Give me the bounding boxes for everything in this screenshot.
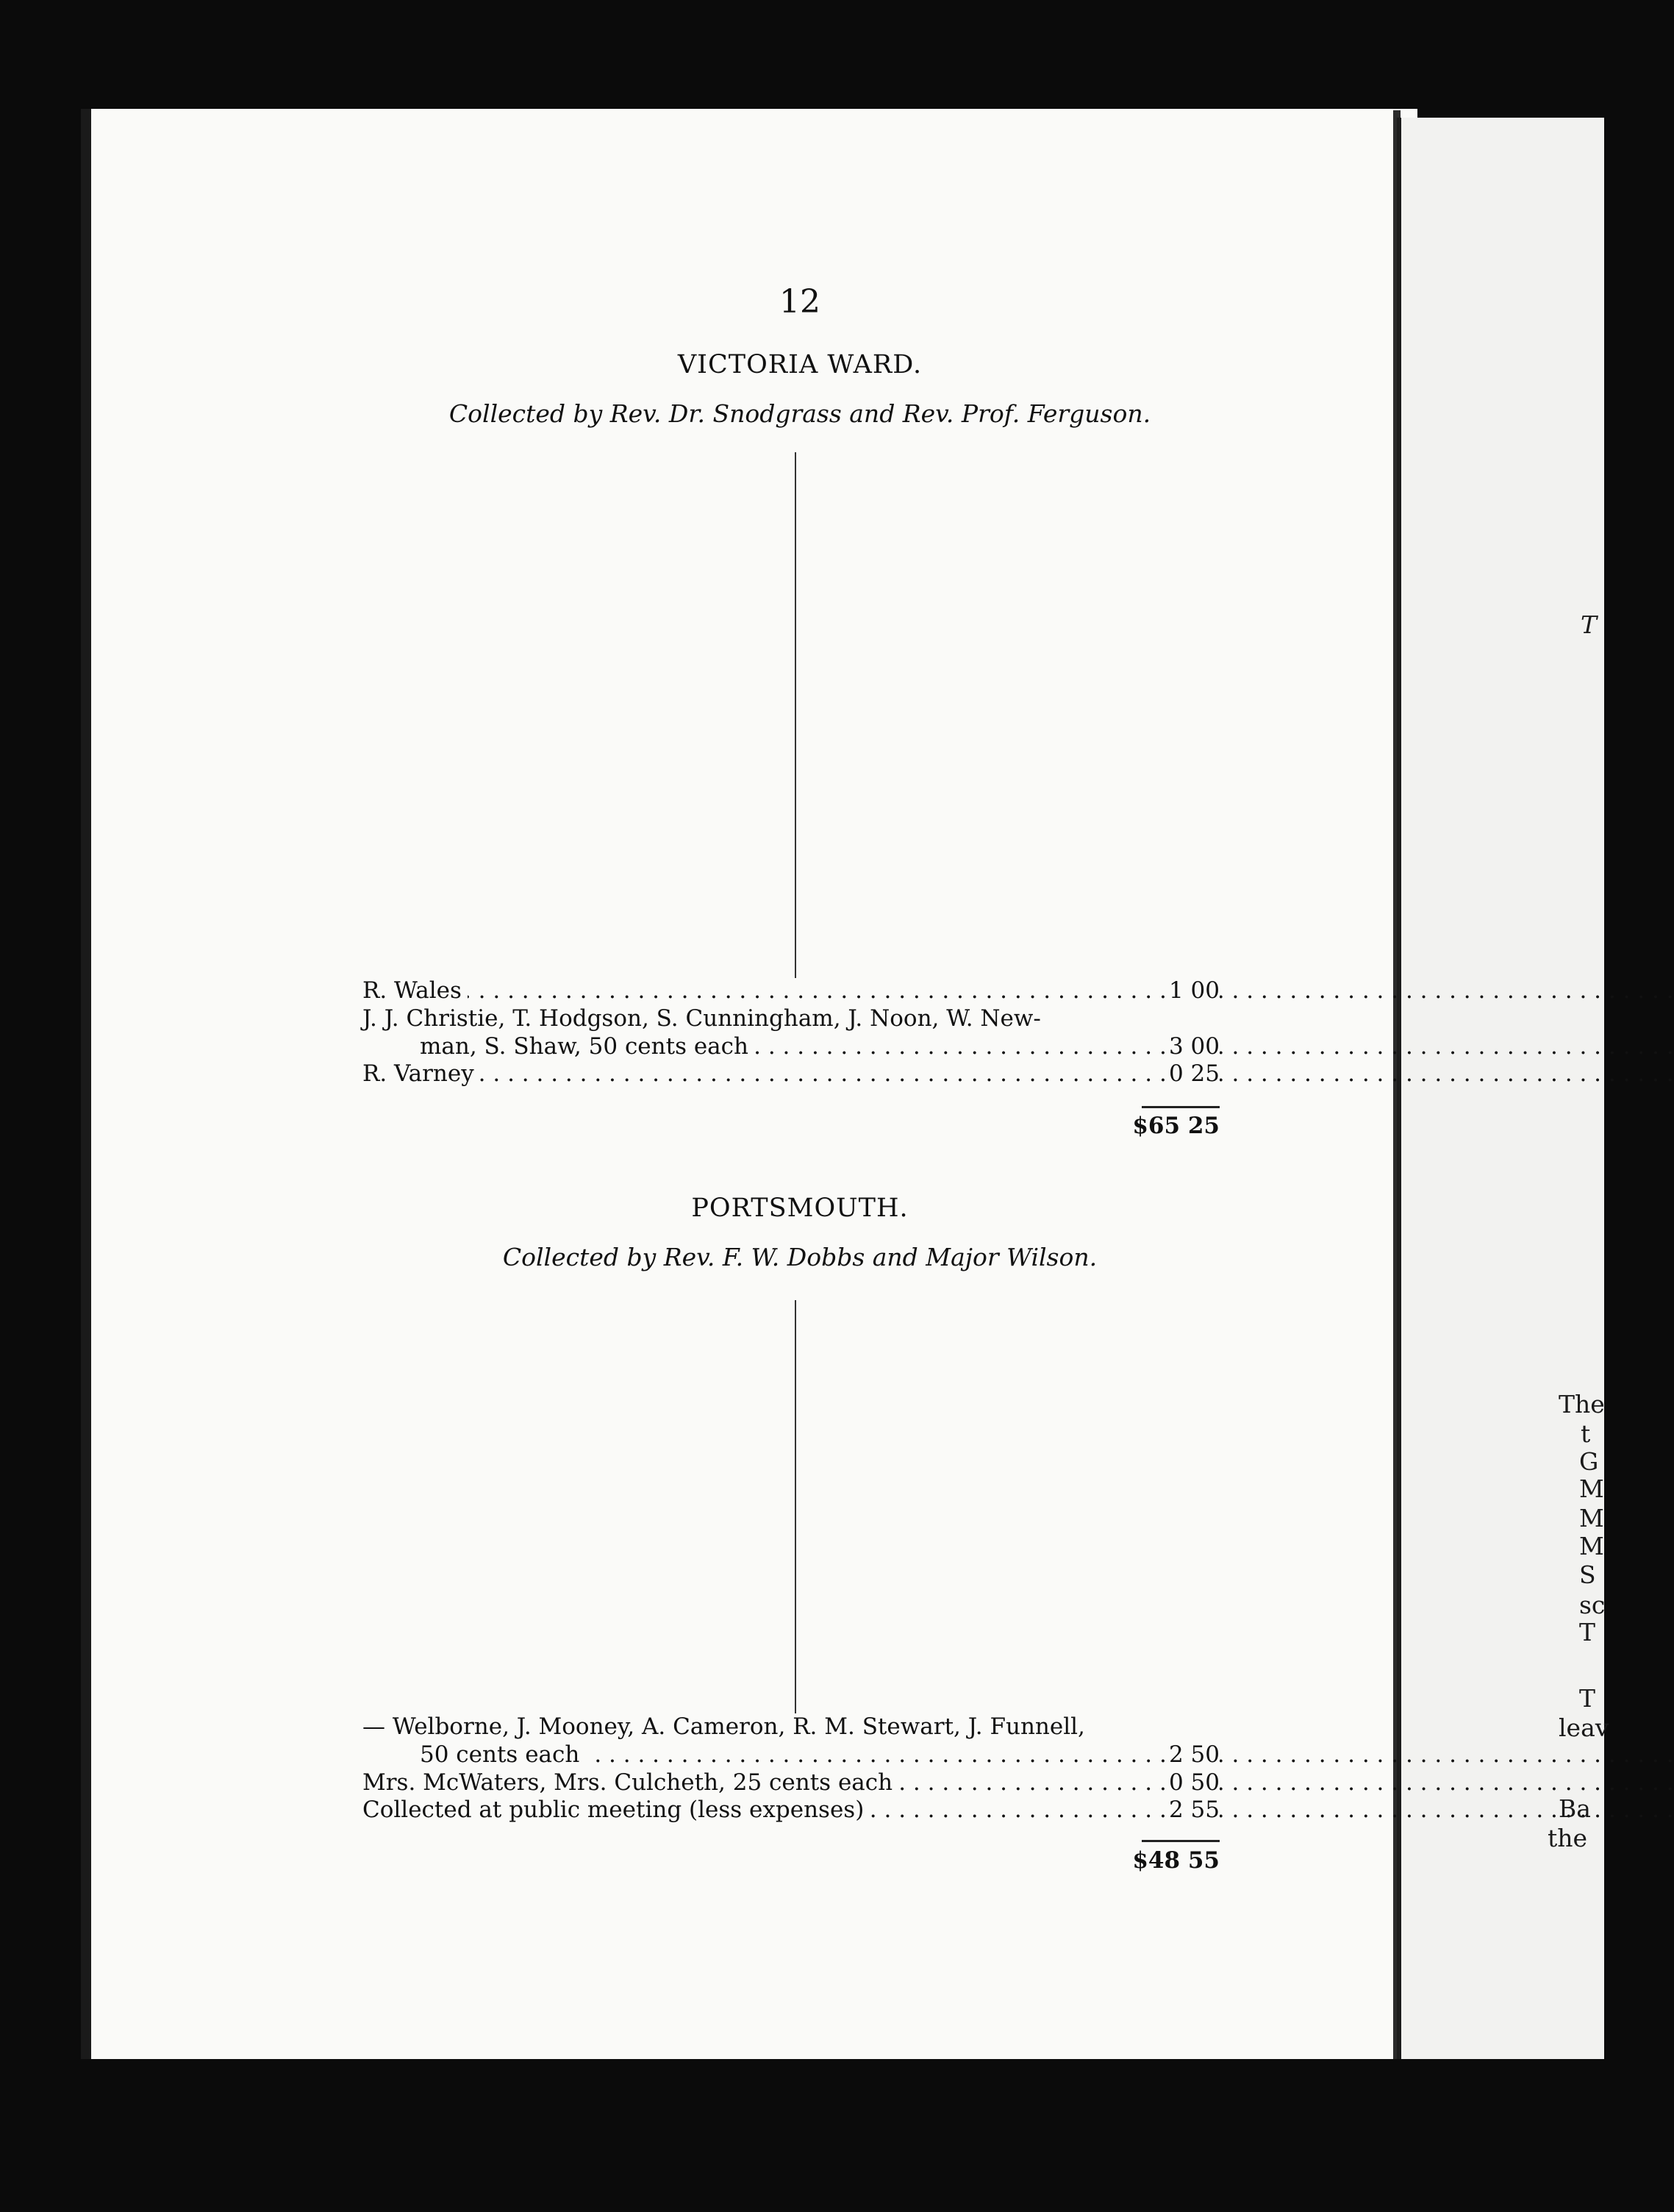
extra-entry-line — [362, 1713, 1220, 1741]
subscription-row — [362, 1574, 1220, 1602]
facing-page-fragment: M — [1579, 1504, 1604, 1533]
portsmouth-total: $48 55 — [1132, 1847, 1220, 1874]
subscription-row — [362, 727, 1220, 754]
subscription-row — [362, 449, 1220, 477]
section-title-victoria: VICTORIA WARD. — [677, 350, 923, 379]
subscription-row — [362, 1435, 1220, 1463]
facing-page-fragment: sc — [1579, 1591, 1606, 1619]
section-title-portsmouth: PORTSMOUTH. — [691, 1194, 909, 1223]
subscription-row — [362, 671, 1220, 699]
facing-page-fragment: G — [1579, 1447, 1599, 1476]
facing-page-fragment: T — [1581, 610, 1598, 639]
collected-by-victoria: Collected by Rev. Dr. Snodgrass and Rev. Prof. Ferguson. — [448, 399, 1151, 428]
extra-entry-label: man, S. Shaw, 50 cents each — [362, 1033, 754, 1061]
victoria-total: $65 25 — [1132, 1113, 1220, 1139]
facing-page-fragment: the — [1548, 1824, 1588, 1852]
subscription-row — [362, 477, 1220, 504]
extra-entry-amount: 0 25 — [1165, 1060, 1220, 1088]
subscription-row — [362, 754, 1220, 782]
subscription-row — [362, 1491, 1220, 1519]
extra-entry-label: Mrs. McWaters, Mrs. Culcheth, 25 cents each — [362, 1769, 898, 1797]
subscription-row — [362, 1658, 1220, 1685]
extra-entry — [362, 977, 1220, 1005]
extra-entry-label: R. Wales — [362, 977, 468, 1005]
subscription-row — [362, 560, 1220, 588]
facing-page-fragment: T — [1579, 1684, 1596, 1713]
subscription-row — [362, 532, 1220, 560]
facing-page-fragment: S — [1579, 1560, 1596, 1589]
victoria-subscription-list — [362, 449, 1220, 977]
subscription-row — [362, 699, 1220, 727]
subscription-row — [362, 921, 1220, 949]
extra-entry-amount: 2 50 — [1165, 1741, 1220, 1769]
facing-page-fragment: Ba — [1559, 1794, 1591, 1823]
facing-page-fragment: M — [1579, 1532, 1604, 1560]
subscription-row — [362, 643, 1220, 671]
subscription-row — [362, 1546, 1220, 1574]
extra-entry-names: J. J. Christie, T. Hodgson, S. Cunningham, J. Noon, W. New- — [362, 1005, 1041, 1032]
column-separator — [795, 1300, 796, 1713]
subscription-row — [362, 1380, 1220, 1408]
subscription-row — [362, 949, 1220, 977]
extra-entry — [362, 1797, 1220, 1824]
extra-entry-line — [362, 1005, 1220, 1033]
extra-entry — [362, 1033, 1220, 1061]
subscription-row — [362, 866, 1220, 893]
subscription-row — [362, 838, 1220, 866]
extra-entry-amount: 1 00 — [1165, 977, 1220, 1005]
facing-page-fragment: M — [1579, 1474, 1604, 1503]
victoria-total-row — [362, 1113, 1220, 1142]
extra-entry-label: 50 cents each — [362, 1741, 585, 1769]
dot-leader — [362, 977, 1139, 1005]
total-rule — [1142, 1840, 1220, 1842]
subscription-row — [362, 810, 1220, 838]
subscription-row — [362, 1324, 1220, 1352]
subscription-row — [362, 1519, 1220, 1546]
facing-page-fragment: leav — [1559, 1713, 1609, 1742]
column-separator — [795, 452, 796, 978]
extra-entry — [362, 1741, 1220, 1769]
portsmouth-total-row — [362, 1847, 1220, 1877]
subscription-row — [362, 616, 1220, 643]
extra-entry-label: Collected at public meeting (less expenses) — [362, 1797, 870, 1824]
total-rule — [1142, 1106, 1220, 1108]
subscription-row — [362, 1463, 1220, 1491]
extra-entry-label: R. Varney — [362, 1060, 480, 1088]
subscription-row — [362, 504, 1220, 532]
subscription-row — [362, 1685, 1220, 1713]
collected-by-portsmouth: Collected by Rev. F. W. Dobbs and Major Wilson. — [502, 1243, 1098, 1271]
subscription-row — [362, 1408, 1220, 1435]
subscription-row — [362, 782, 1220, 810]
subscription-row — [362, 1630, 1220, 1658]
portsmouth-subscription-list — [362, 1296, 1220, 1713]
extra-entry — [362, 1769, 1220, 1797]
page-number: 12 — [779, 283, 820, 321]
subscription-row — [362, 1352, 1220, 1380]
subscription-row — [362, 1602, 1220, 1630]
subscription-row — [362, 893, 1220, 921]
subscription-row — [362, 588, 1220, 616]
facing-page-fragment: T — [1579, 1618, 1596, 1646]
extra-entry-amount: 0 50 — [1165, 1769, 1220, 1797]
extra-entry — [362, 1060, 1220, 1088]
extra-entry-amount: 3 00 — [1165, 1033, 1220, 1061]
extra-entry-amount: 2 55 — [1165, 1797, 1220, 1824]
facing-page-fragment: The — [1559, 1390, 1605, 1419]
subscription-row — [362, 1296, 1220, 1324]
extra-entry-names: — Welborne, J. Mooney, A. Cameron, R. M. Stewart, J. Funnell, — [362, 1713, 1085, 1740]
portsmouth-extra-entries — [362, 1713, 1220, 1824]
victoria-extra-entries — [362, 977, 1220, 1088]
facing-page-fragment: t — [1581, 1419, 1591, 1448]
